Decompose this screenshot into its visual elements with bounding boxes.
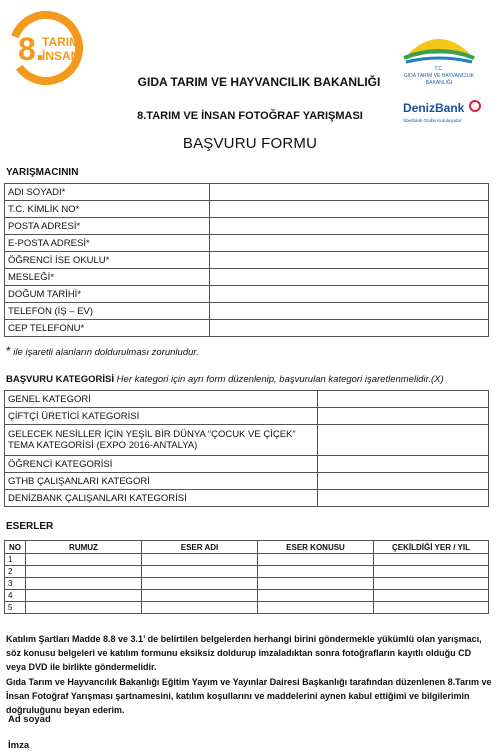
contestant-section-title: YARIŞMACININ bbox=[6, 167, 79, 178]
works-header-row bbox=[5, 541, 489, 554]
contest-title: 8.TARIM VE İNSAN FOTOĞRAF YARIŞMASI bbox=[137, 110, 363, 122]
works-cell[interactable] bbox=[374, 554, 489, 566]
required-note-text: ile işaretli alanların doldurulması zorunludur. bbox=[10, 347, 199, 358]
bank-name: DenizBank bbox=[403, 101, 465, 115]
table-row bbox=[5, 490, 489, 507]
table-row bbox=[5, 201, 489, 218]
works-cell[interactable] bbox=[142, 602, 258, 614]
works-col-place: ÇEKİLDİĞİ YER / YIL bbox=[374, 541, 489, 554]
category-mark-cell[interactable] bbox=[318, 490, 489, 507]
required-note bbox=[6, 344, 199, 358]
table-row bbox=[5, 456, 489, 473]
works-cell[interactable] bbox=[142, 554, 258, 566]
table-row bbox=[5, 235, 489, 252]
form-title: BAŞVURU FORMU bbox=[182, 135, 318, 152]
field-input[interactable] bbox=[210, 218, 489, 235]
field-label: MESLEĞİ* bbox=[5, 269, 210, 286]
table-row bbox=[5, 286, 489, 303]
field-input[interactable] bbox=[210, 235, 489, 252]
category-mark-cell[interactable] bbox=[318, 456, 489, 473]
table-row bbox=[5, 590, 489, 602]
works-cell[interactable] bbox=[374, 590, 489, 602]
category-label: GELECEK NESİLLER İÇİN YEŞİL BİR DÜNYA “ÇOCUK VE ÇİÇEK” TEMA KATEGORİSİ (EXPO 2016-ANTALYA) bbox=[5, 425, 318, 456]
field-label: DOĞUM TARİHİ* bbox=[5, 286, 210, 303]
table-row bbox=[5, 218, 489, 235]
works-cell[interactable] bbox=[258, 578, 374, 590]
field-label: ÖĞRENCİ İSE OKULU* bbox=[5, 252, 210, 269]
category-mark-cell[interactable] bbox=[318, 391, 489, 408]
category-title: BAŞVURU KATEGORİSİ bbox=[6, 374, 115, 385]
ministry-logo-tc: T.C. bbox=[434, 66, 444, 72]
category-heading bbox=[6, 374, 444, 385]
works-table bbox=[4, 540, 489, 614]
works-cell[interactable] bbox=[26, 566, 142, 578]
field-input[interactable] bbox=[210, 252, 489, 269]
table-row bbox=[5, 602, 489, 614]
field-label: ADI SOYADI* bbox=[5, 184, 210, 201]
field-input[interactable] bbox=[210, 184, 489, 201]
works-col-no: NO bbox=[5, 541, 26, 554]
logo-word-2: İNSAN bbox=[42, 49, 80, 63]
ministry-logo-name: GIDA TARIM VE HAYVANCILIK bbox=[403, 73, 475, 79]
category-instruction: Her kategori için ayrı form düzenlenip, başvurulan kategori işaretlenmelidir.(X) bbox=[114, 374, 444, 385]
field-label: E-POSTA ADRESİ* bbox=[5, 235, 210, 252]
name-signature-label: Ad soyad bbox=[8, 714, 51, 725]
table-row bbox=[5, 303, 489, 320]
table-row bbox=[5, 391, 489, 408]
table-row bbox=[5, 425, 489, 456]
works-cell[interactable] bbox=[26, 590, 142, 602]
field-input[interactable] bbox=[210, 303, 489, 320]
works-col-name: ESER ADI bbox=[142, 541, 258, 554]
category-label: ÖĞRENCİ KATEGORİSİ bbox=[5, 456, 318, 473]
field-input[interactable] bbox=[210, 269, 489, 286]
table-row bbox=[5, 320, 489, 337]
category-label: DENİZBANK ÇALIŞANLARI KATEGORİSİ bbox=[5, 490, 318, 507]
declaration-paragraph: Gıda Tarım ve Hayvancılık Bakanlığı Eğitim Yayım ve Yayınlar Dairesi Başkanlığı tarafından düzenlenen 8.Tarım ve İnsan Fotoğraf Yarışması şartnamesini, katılım koşullarını ve maddelerini aynen kabul ettiğimi ve bilgilerimin doğruluğunu beyan ederim. bbox=[6, 677, 492, 715]
contestant-table bbox=[4, 183, 489, 337]
required-star: * bbox=[6, 344, 11, 358]
field-label: TELEFON (İŞ – EV) bbox=[5, 303, 210, 320]
ministry-logo-bakanlik: BAKANLIĞI bbox=[425, 80, 453, 86]
works-cell[interactable] bbox=[374, 566, 489, 578]
field-input[interactable] bbox=[210, 320, 489, 337]
category-label: GTHB ÇALIŞANLARI KATEGORİ bbox=[5, 473, 318, 490]
category-table bbox=[4, 390, 489, 507]
works-cell[interactable] bbox=[258, 602, 374, 614]
works-row-number: 1 bbox=[5, 554, 26, 566]
participation-paragraph: Katılım Şartları Madde 8.8 ve 3.1’ de belirtilen belgelerden herhangi birini göndermekle yükümlü olan yarışmacı, söz konusu belgeleri ve katılım formunu eksiksiz doldurup imzaladıktan sonra fotoğrafların kayıtlı olduğu CD veya DVD ile birlikte göndermelidir. bbox=[6, 634, 482, 672]
works-section-title: ESERLER bbox=[6, 521, 54, 532]
works-row-number: 3 bbox=[5, 578, 26, 590]
field-input[interactable] bbox=[210, 286, 489, 303]
ministry-title: GIDA TARIM VE HAYVANCILIK BAKANLIĞI bbox=[137, 75, 381, 89]
field-label: T.C. KİMLİK NO* bbox=[5, 201, 210, 218]
table-row bbox=[5, 184, 489, 201]
works-cell[interactable] bbox=[374, 602, 489, 614]
works-cell[interactable] bbox=[142, 566, 258, 578]
works-cell[interactable] bbox=[374, 578, 489, 590]
works-cell[interactable] bbox=[142, 590, 258, 602]
category-mark-cell[interactable] bbox=[318, 473, 489, 490]
logo-word-1: TARIM bbox=[42, 35, 80, 49]
works-cell[interactable] bbox=[26, 554, 142, 566]
table-row bbox=[5, 408, 489, 425]
table-row bbox=[5, 269, 489, 286]
category-mark-cell[interactable] bbox=[318, 408, 489, 425]
table-row bbox=[5, 473, 489, 490]
works-cell[interactable] bbox=[26, 578, 142, 590]
field-label: CEP TELEFONU* bbox=[5, 320, 210, 337]
works-cell[interactable] bbox=[142, 578, 258, 590]
category-mark-cell[interactable] bbox=[318, 425, 489, 456]
works-cell[interactable] bbox=[26, 602, 142, 614]
works-col-subject: ESER KONUSU bbox=[258, 541, 374, 554]
table-row bbox=[5, 554, 489, 566]
works-row-number: 2 bbox=[5, 566, 26, 578]
works-row-number: 4 bbox=[5, 590, 26, 602]
works-cell[interactable] bbox=[258, 590, 374, 602]
table-row bbox=[5, 252, 489, 269]
works-col-rumuz: RUMUZ bbox=[26, 541, 142, 554]
works-cell[interactable] bbox=[258, 554, 374, 566]
works-cell[interactable] bbox=[258, 566, 374, 578]
category-label: GENEL KATEGORİ bbox=[5, 391, 318, 408]
field-input[interactable] bbox=[210, 201, 489, 218]
field-label: POSTA ADRESİ* bbox=[5, 218, 210, 235]
logo-number: 8. bbox=[18, 31, 45, 67]
bank-tagline: Sberbank Grubu Kuruluşudur bbox=[403, 118, 462, 123]
signature-label: İmza bbox=[8, 740, 30, 751]
category-label: ÇİFTÇİ ÜRETİCİ KATEGORİSİ bbox=[5, 408, 318, 425]
table-row bbox=[5, 578, 489, 590]
table-row bbox=[5, 566, 489, 578]
works-row-number: 5 bbox=[5, 602, 26, 614]
